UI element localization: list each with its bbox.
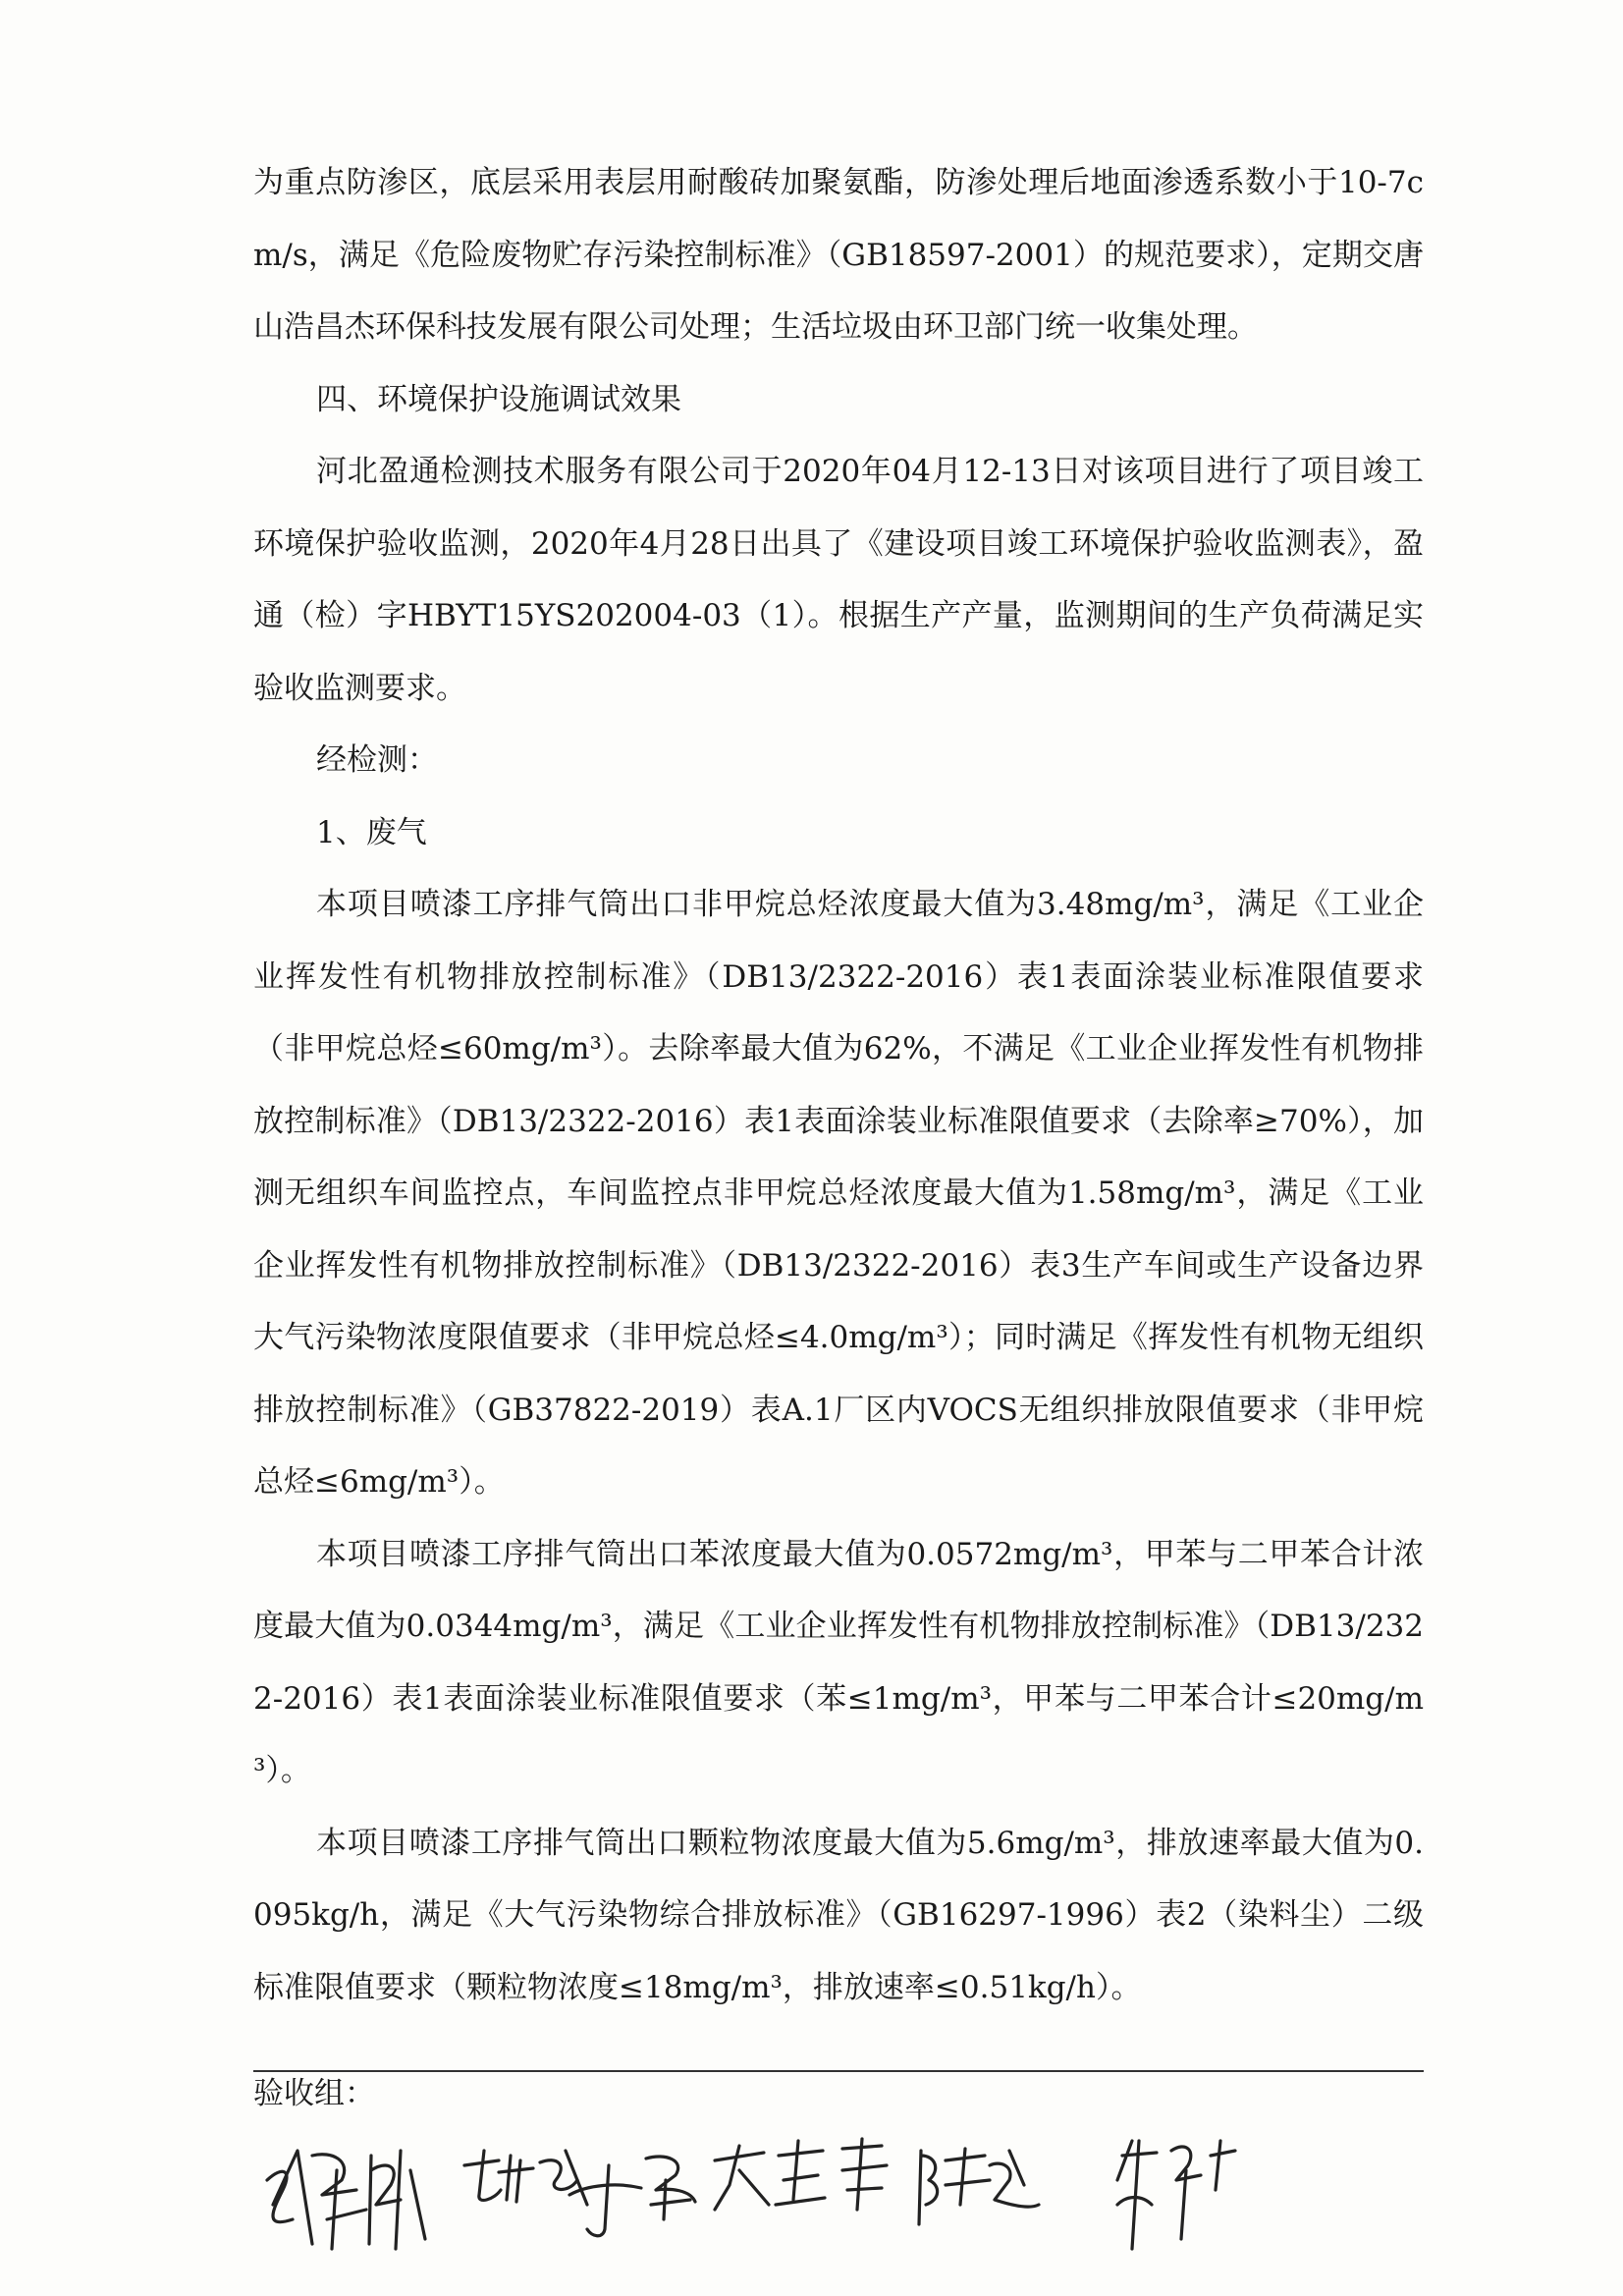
signature-3 bbox=[569, 2157, 695, 2236]
signature-5 bbox=[919, 2149, 1039, 2224]
paragraph-waste-storage: 为重点防渗区，底层采用表层用耐酸砖加聚氨酯，防渗处理后地面渗透系数小于10-7cm/s，满足《危险废物贮存污染控制标准》（GB18597-2001）的规范要求），定期交唐山浩昌杰环保科技发展有限公司处理；生活垃圾由环卫部门统一收集处理。 bbox=[253, 165, 1424, 345]
paragraph-particulates: 本项目喷漆工序排气筒出口颗粒物浓度最大值为5.6mg/m³，排放速率最大值为0.095kg/h，满足《大气污染物综合排放标准》（GB16297-1996）表2（染料尘）二级标准限值要求（颗粒物浓度≤18mg/m³，排放速率≤0.51kg/h）。 bbox=[253, 1825, 1424, 2005]
document-body bbox=[253, 147, 1424, 2024]
handwritten-signatures bbox=[253, 2111, 1424, 2259]
signature-divider bbox=[253, 2070, 1424, 2072]
subsection-heading-exhaust: 1、废气 bbox=[316, 814, 427, 850]
signature-1 bbox=[267, 2151, 425, 2249]
signature-6 bbox=[1117, 2141, 1235, 2249]
section-heading-4: 四、环境保护设施调试效果 bbox=[316, 381, 681, 417]
signature-row bbox=[253, 2111, 1424, 2259]
paragraph-benzene: 本项目喷漆工序排气筒出口苯浓度最大值为0.0572mg/m³，甲苯与二甲苯合计浓度最大值为0.0344mg/m³，满足《工业企业挥发性有机物排放控制标准》（DB13/2322-2016）表1表面涂装业标准限值要求（苯≤1mg/m³，甲苯与二甲苯合计≤20mg/m³）。 bbox=[253, 1536, 1424, 1788]
paragraph-test-results-intro: 经检测： bbox=[316, 742, 438, 778]
signature-4 bbox=[715, 2139, 887, 2210]
paragraph-nmhc: 本项目喷漆工序排气筒出口非甲烷总烃浓度最大值为3.48mg/m³，满足《工业企业挥发性有机物排放控制标准》（DB13/2322-2016）表1表面涂装业标准限值要求（非甲烷总烃≤60mg/m³）。去除率最大值为62%，不满足《工业企业挥发性有机物排放控制标准》（DB13/2322-2016）表1表面涂装业标准限值要求（去除率≥70%），加测无组织车间监控点，车间监控点非甲烷总烃浓度最大值为1.58mg/m³，满足《工业企业挥发性有机物排放控制标准》（DB13/2322-2016）表3生产车间或生产设备边界大气污染物浓度限值要求（非甲烷总烃≤4.0mg/m³）；同时满足《挥发性有机物无组织排放控制标准》（GB37822-2019）表A.1厂区内VOCS无组织排放限值要求（非甲烷总烃≤6mg/m³）。 bbox=[253, 887, 1424, 1500]
paragraph-monitoring-report: 河北盈通检测技术服务有限公司于2020年04月12-13日对该项目进行了项目竣工环境保护验收监测，2020年4月28日出具了《建设项目竣工环境保护验收监测表》，盈通（检）字HBYT15YS202004-03（1）。根据生产产量，监测期间的生产负荷满足实验收监测要求。 bbox=[253, 454, 1424, 706]
signature-2 bbox=[464, 2151, 587, 2205]
acceptance-group-label: 验收组： bbox=[253, 2076, 375, 2111]
